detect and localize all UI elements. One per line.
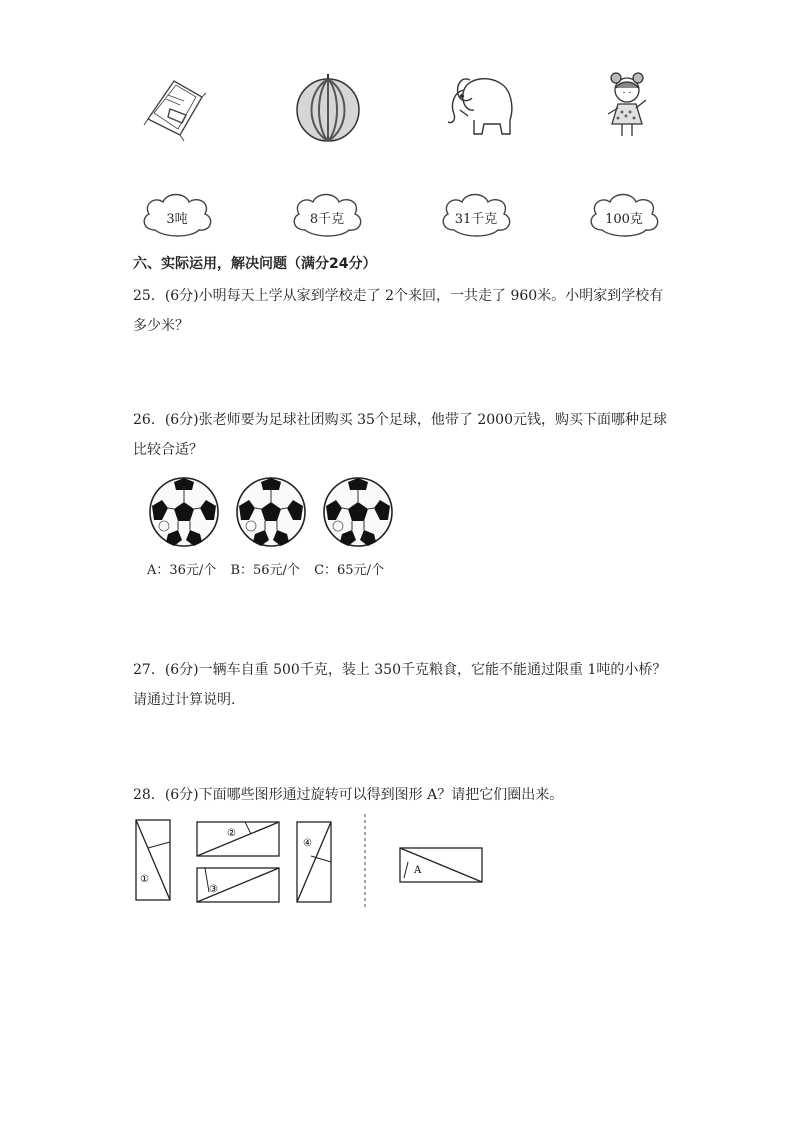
watermelon-picture [292,72,364,144]
section-title: 六、实际运用，解决问题（满分24分） [133,256,377,272]
weight-cloud [584,190,664,238]
weight-cloud [287,190,367,238]
weight-cloud [137,190,217,238]
weight-cloud [436,190,516,238]
soccer-ball-b [235,476,307,548]
ball-prices [147,559,394,578]
question-25-line-2: 多少米？ [133,318,189,334]
price-option-a: A：36元/个 [147,563,217,578]
figure-label-2: ② [227,828,236,839]
soccer-ball-c [322,476,394,548]
weight-label: 31千克 [454,212,498,227]
weight-label: 3吨 [166,212,188,227]
question-26-line-2: 比较合适？ [133,442,203,458]
question-26-line-1: 26．(6分)张老师要为足球社团购买 35个足球，他带了 2000元钱，购买下面哪种足球 [133,412,667,428]
soccer-ball-a [148,476,220,548]
weight-label: 8千克 [309,212,345,227]
price-option-c: C：65元/个 [314,563,384,578]
figure-label-4: ④ [303,838,312,849]
snack-bag-picture [140,75,210,145]
rotation-figures [130,812,490,912]
girl-picture [602,70,652,140]
price-option-b: B：56元/个 [230,563,300,578]
figure-label-3: ③ [209,884,218,895]
elephant-picture [440,70,518,142]
figure-label-a: A [414,865,422,876]
question-28-line-1: 28．(6分)下面哪些图形通过旋转可以得到图形 A？请把它们圈出来。 [133,787,564,803]
figure-label-1: ① [140,874,149,885]
question-27-line-2: 请通过计算说明. [133,692,236,708]
question-25-line-1: 25．(6分)小明每天上学从家到学校走了 2个来回，一共走了 960米。小明家到学校有 [133,288,664,304]
weight-label: 100克 [605,212,643,227]
question-27-line-1: 27．(6分)一辆车自重 500千克，装上 350千克粮食，它能不能通过限重 1吨的小桥？ [133,662,667,678]
